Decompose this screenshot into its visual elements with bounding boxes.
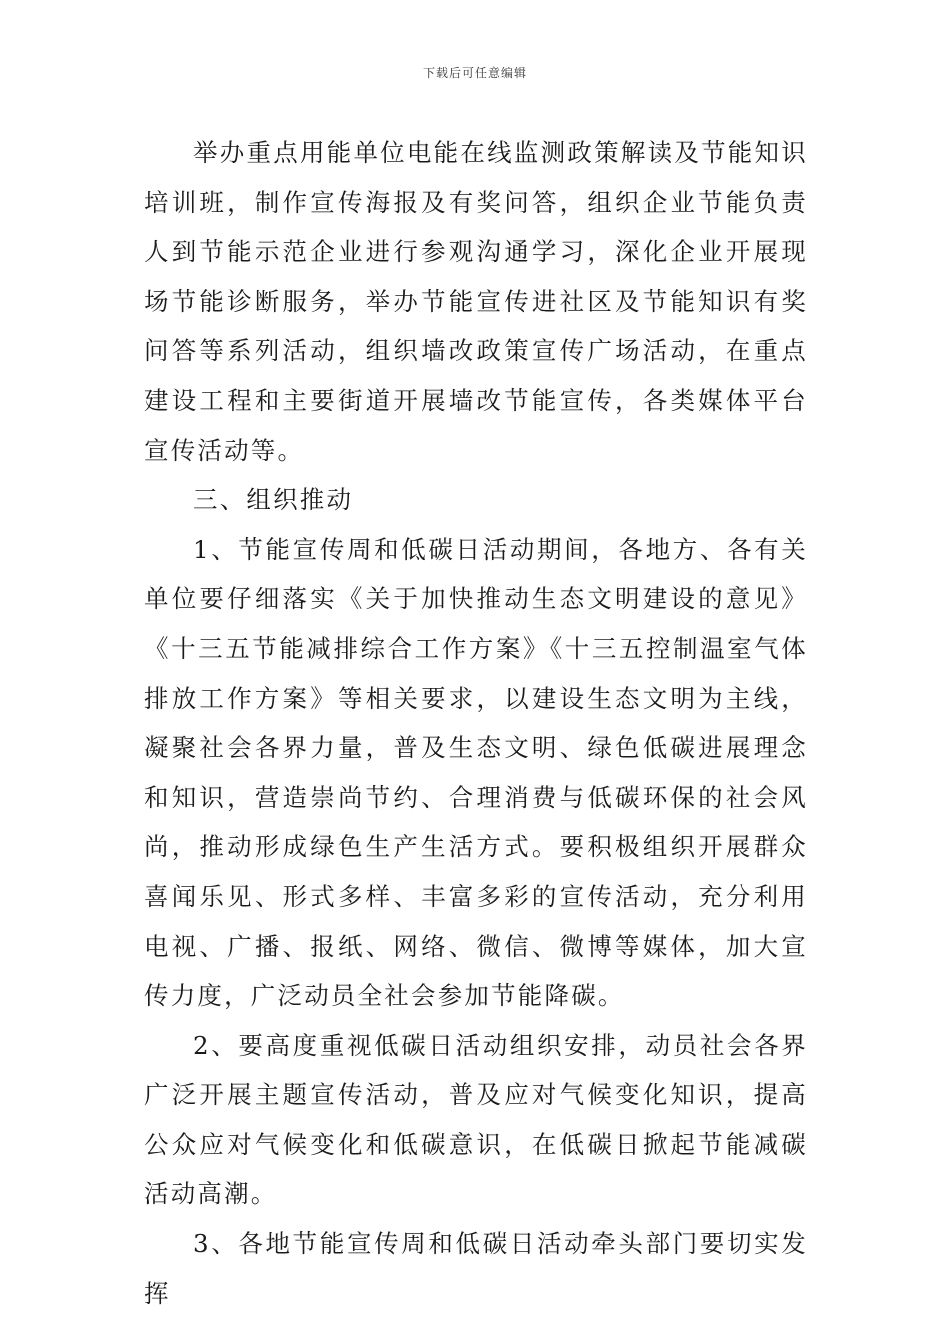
paragraph-item-2: 2、要高度重视低碳日活动组织安排，动员社会各界广泛开展主题宣传活动，普及应对气候变化知识，提高公众应对气候变化和低碳意识，在低碳日掀起节能减碳活动高潮。 — [144, 1030, 808, 1209]
document-body — [144, 128, 808, 1318]
section-heading-organization: 三、组织推动 — [193, 485, 354, 515]
page-header-note: 下载后可任意编辑 — [422, 66, 527, 80]
paragraph-activities: 举办重点用能单位电能在线监测政策解读及节能知识培训班，制作宣传海报及有奖问答，组织企业节能负责人到节能示范企业进行参观沟通学习，深化企业开展现场节能诊断服务，举办节能宣传进社区及节能知识有奖问答等系列活动，组织墙改政策宣传广场活动，在重点建设工程和主要街道开展墙改节能宣传，各类媒体平台宣传活动等。 — [144, 138, 808, 465]
paragraph-item-1: 1、节能宣传周和低碳日活动期间，各地方、各有关单位要仔细落实《关于加快推动生态文明建设的意见》《十三五节能减排综合工作方案》《十三五控制温室气体排放工作方案》等相关要求，以建设生态文明为主线，凝聚社会各界力量，普及生态文明、绿色低碳进展理念和知识，营造崇尚节约、合理消费与低碳环保的社会风尚，推动形成绿色生产生活方式。要积极组织开展群众喜闻乐见、形式多样、丰富多彩的宣传活动，充分利用电视、广播、报纸、网络、微信、微博等媒体，加大宣传力度，广泛动员全社会参加节能降碳。 — [144, 534, 808, 1011]
paragraph-item-3: 3、各地节能宣传周和低碳日活动牵头部门要切实发挥 — [144, 1229, 808, 1308]
